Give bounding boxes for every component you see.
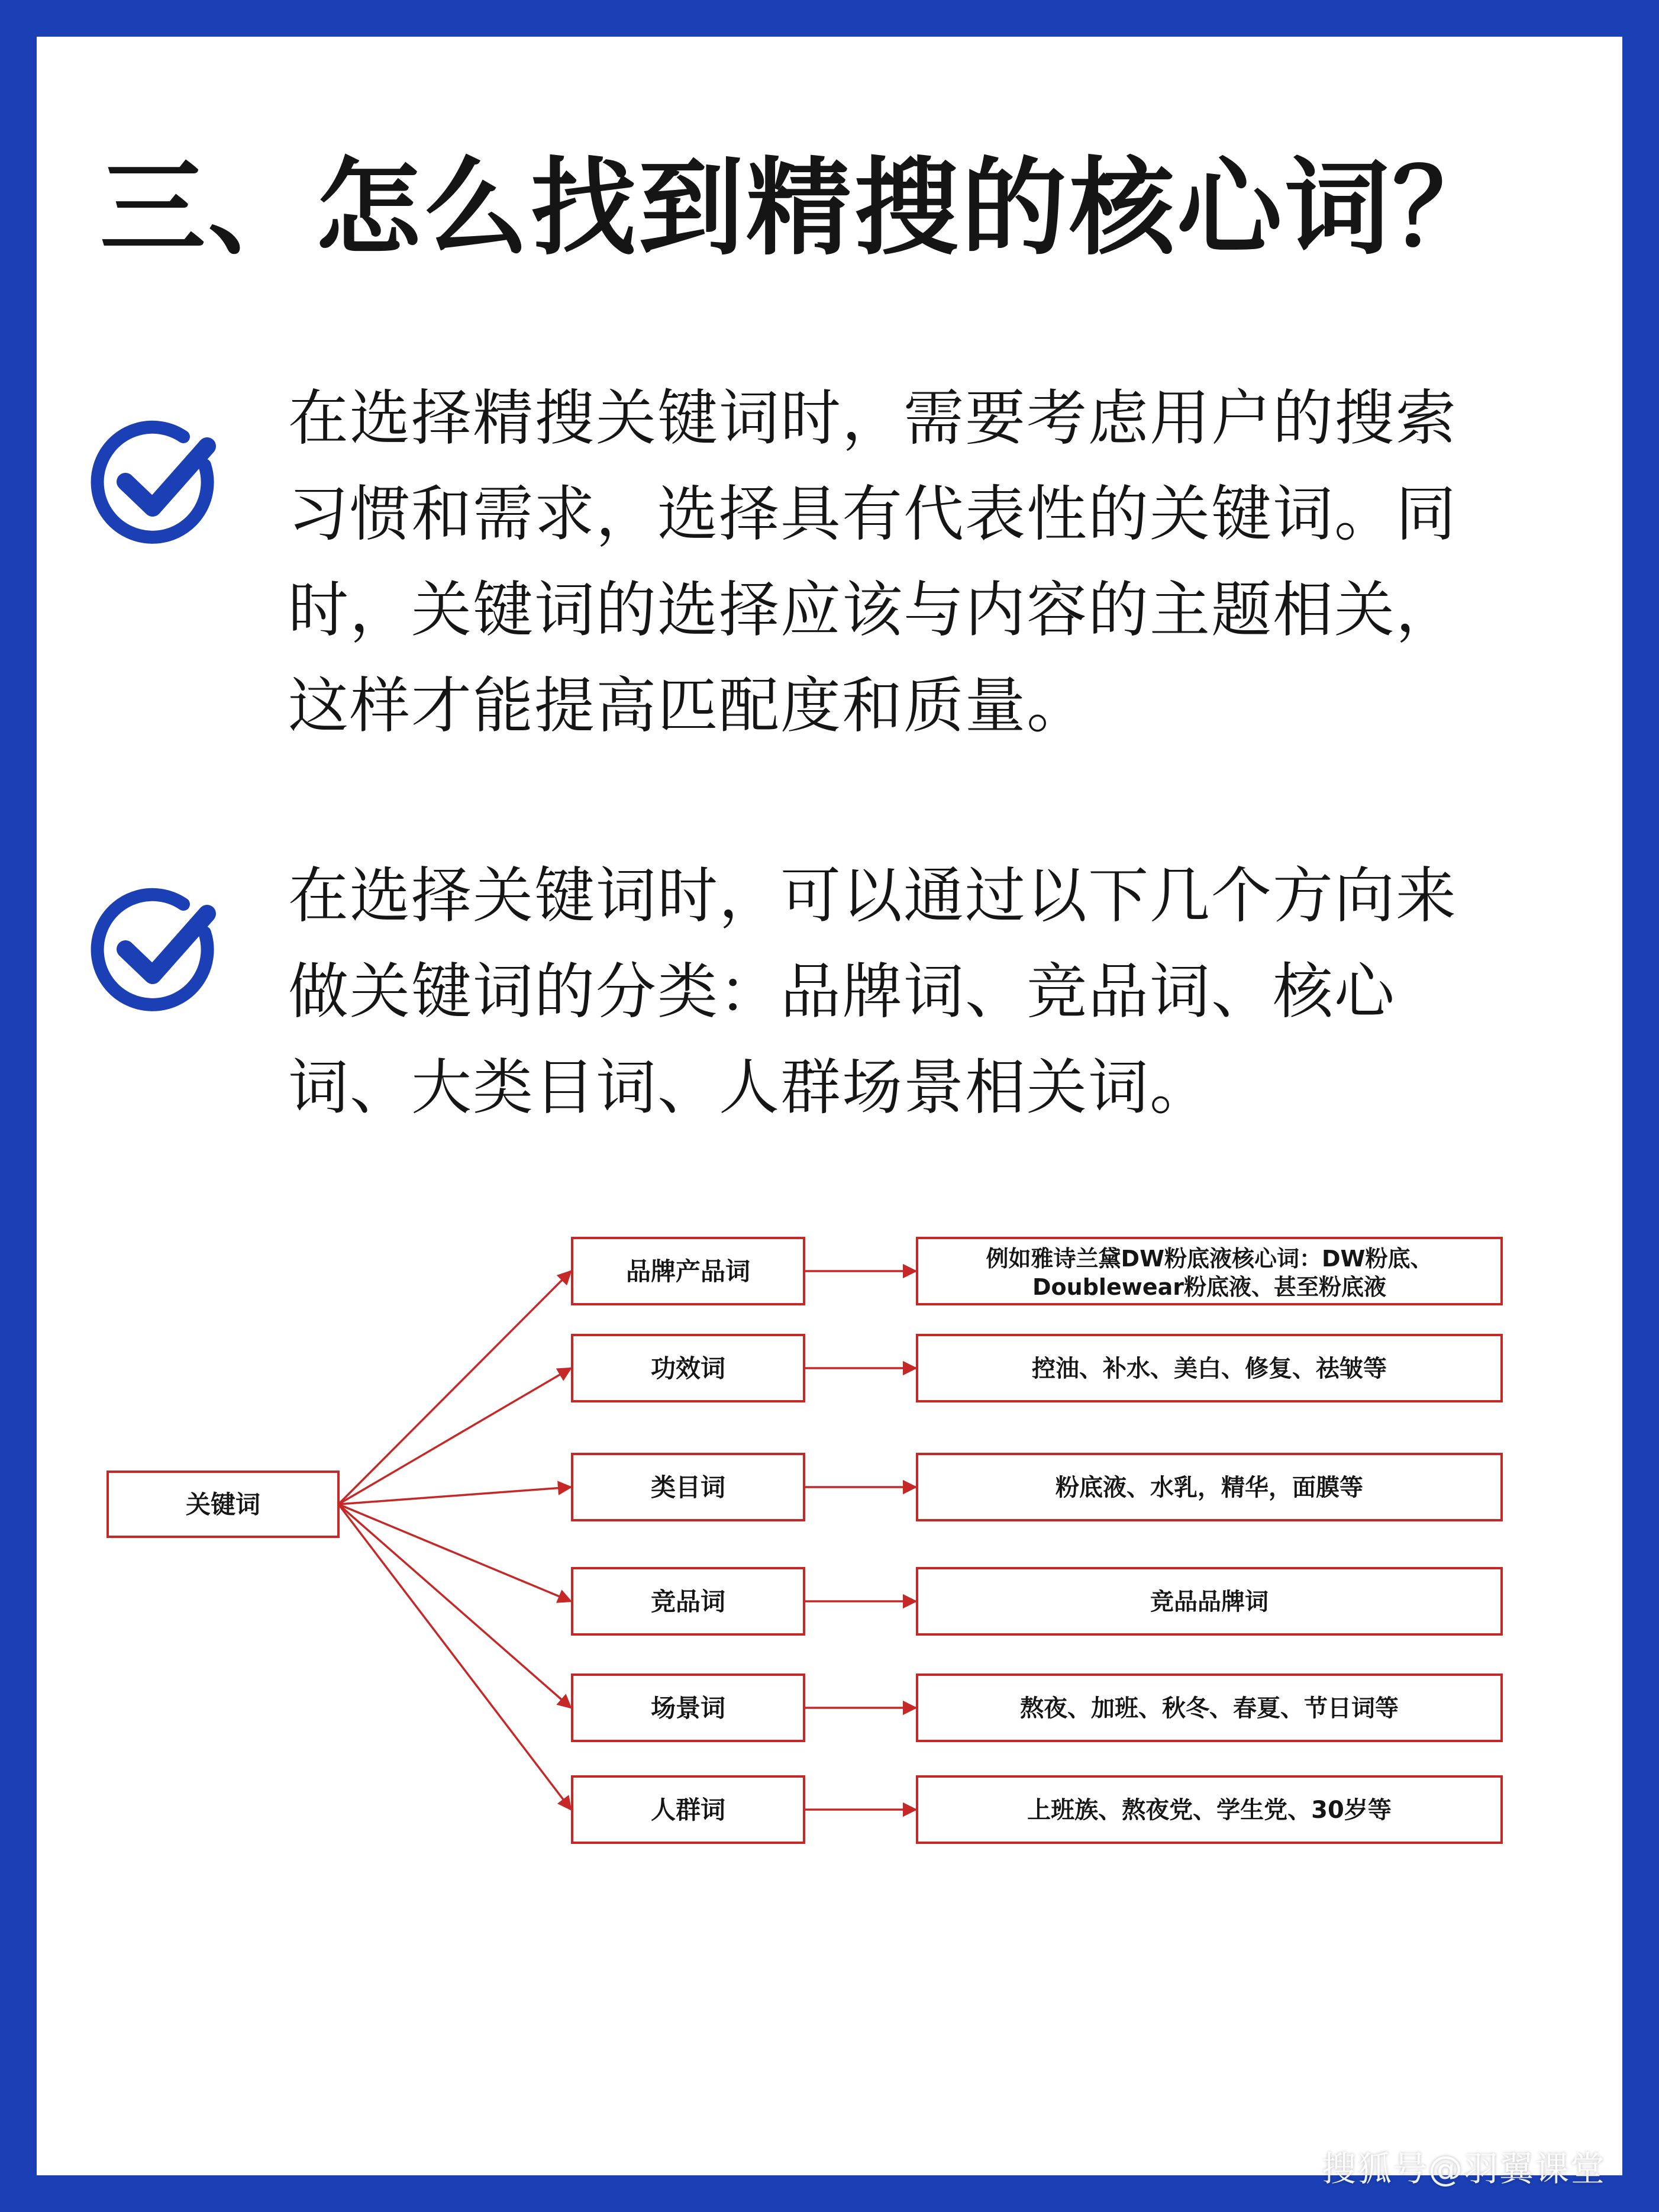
diagram-category-node xyxy=(572,1776,804,1843)
diagram-connector xyxy=(338,1504,571,1601)
diagram-connector xyxy=(338,1504,571,1810)
diagram-connector xyxy=(338,1487,571,1504)
diagram-category-node xyxy=(572,1335,804,1401)
diagram-category-node xyxy=(572,1568,804,1634)
diagram-example-node xyxy=(917,1568,1502,1634)
diagram-category-label: 品牌产品词 xyxy=(625,1257,751,1286)
diagram-example-node xyxy=(917,1335,1502,1401)
diagram-example-label: 例如雅诗兰黛DW粉底液核心词：DW粉底、 xyxy=(986,1246,1433,1272)
diagram-category-label: 人群词 xyxy=(650,1795,726,1824)
diagram-category-node xyxy=(572,1238,804,1304)
diagram-category-label: 场景词 xyxy=(650,1694,726,1723)
diagram-example-label: 上班族、熬夜党、学生党、30岁等 xyxy=(1027,1797,1392,1824)
diagram-example-node xyxy=(917,1454,1502,1520)
paragraph-keyword-classification: 在选择关键词时，可以通过以下几个方向来做关键词的分类：品牌词、竞品词、核心词、大类目词、人群场景相关词。 xyxy=(288,861,1457,1123)
diagram-category-node xyxy=(572,1675,804,1741)
diagram-connector xyxy=(338,1504,571,1708)
diagram-category-label: 类目词 xyxy=(650,1473,726,1502)
watermark: 搜狐号@羽翼课堂 xyxy=(1321,2149,1606,2189)
diagram-example-label: 熬夜、加班、秋冬、春夏、节日词等 xyxy=(1020,1695,1399,1722)
paragraph-keyword-selection: 在选择精搜关键词时，需要考虑用户的搜索习惯和需求，选择具有代表性的关键词。同时，关键词的选择应该与内容的主题相关，这样才能提高匹配度和质量。 xyxy=(288,383,1457,741)
diagram-category-label: 竞品词 xyxy=(650,1587,726,1616)
diagram-category-node xyxy=(572,1454,804,1520)
page-title: 三、怎么找到精搜的核心词？ xyxy=(100,147,1500,269)
keyword-tree-diagram xyxy=(37,37,1622,2175)
diagram-category-label: 功效词 xyxy=(650,1354,726,1383)
diagram-example-label: Doublewear粉底液、甚至粉底液 xyxy=(1032,1274,1386,1300)
diagram-example-label: 竞品品牌词 xyxy=(1150,1588,1269,1616)
diagram-root-node xyxy=(108,1472,338,1537)
diagram-example-node xyxy=(917,1238,1502,1304)
content-panel xyxy=(37,37,1622,2175)
diagram-example-node xyxy=(917,1675,1502,1741)
diagram-example-label: 控油、补水、美白、修复、祛皱等 xyxy=(1032,1355,1387,1382)
diagram-example-node xyxy=(917,1776,1502,1843)
diagram-example-label: 粉底液、水乳，精华，面膜等 xyxy=(1056,1474,1363,1501)
diagram-root-label: 关键词 xyxy=(185,1490,261,1519)
